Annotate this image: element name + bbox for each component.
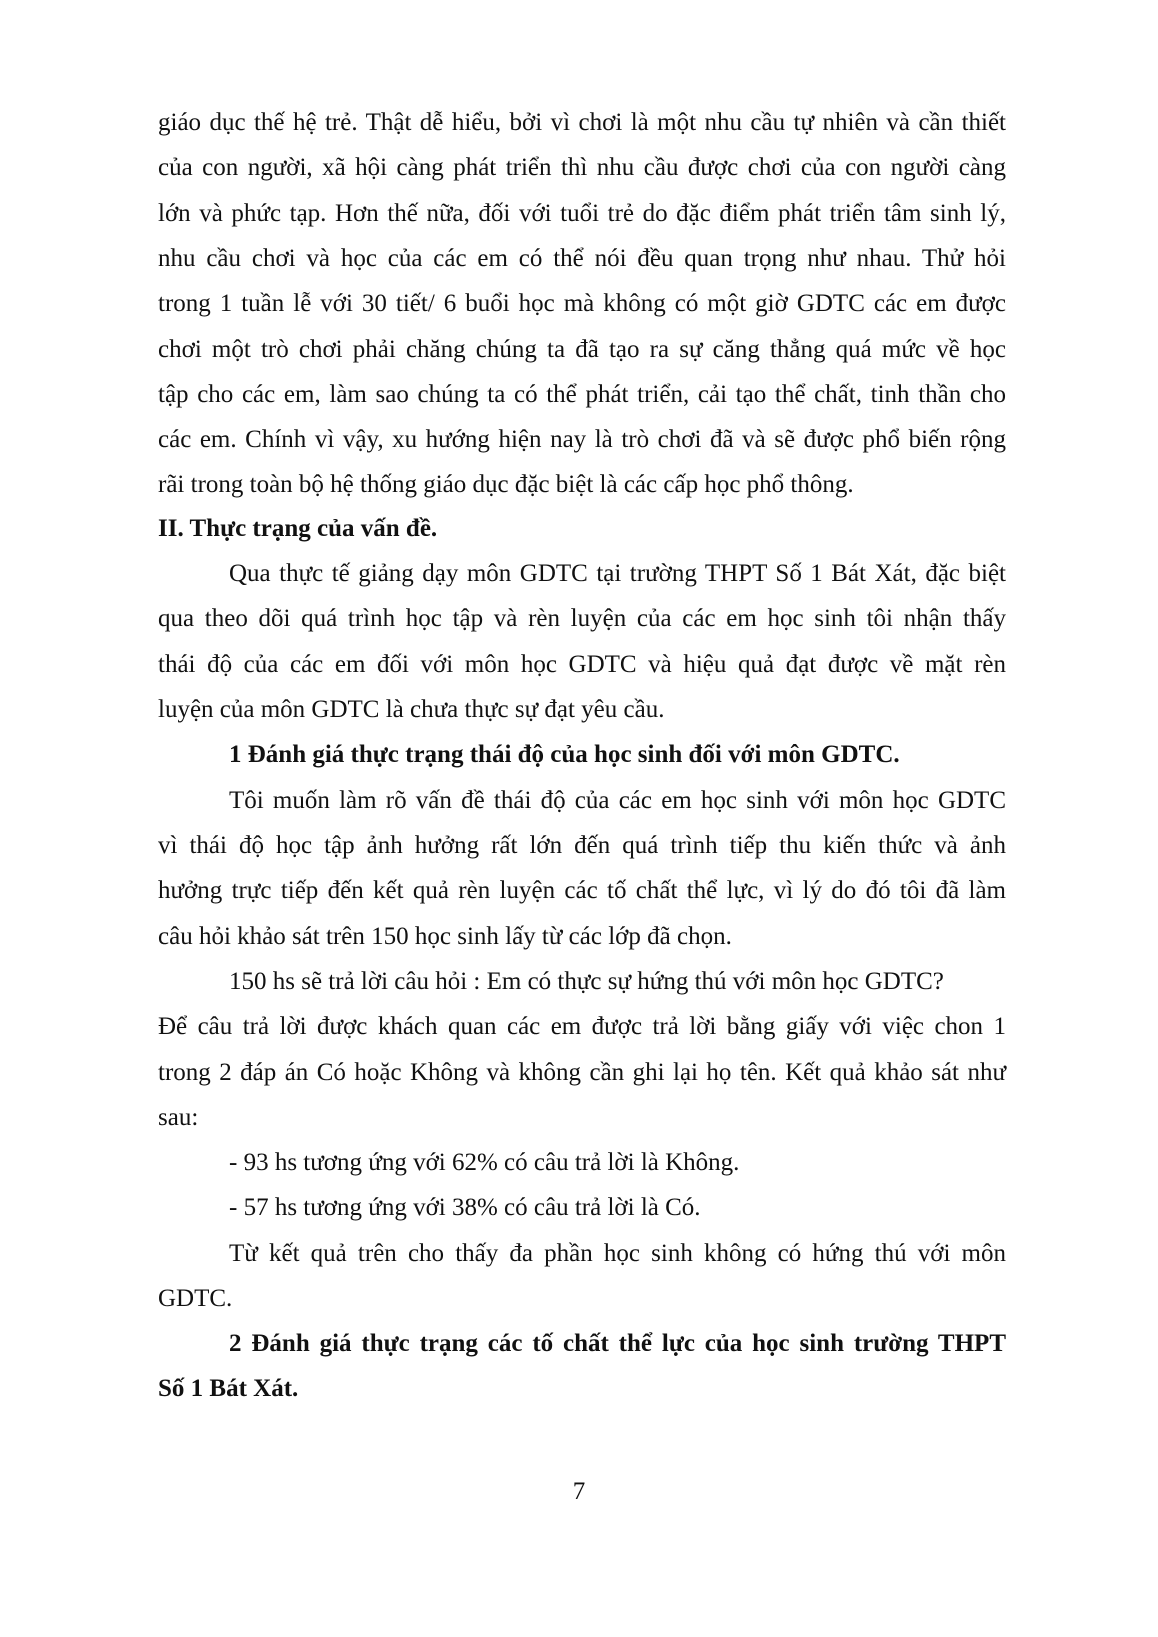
paragraph-3-line: Tôi muốn làm rõ vấn đề thái độ của các em học sinh với môn học GDTC bbox=[229, 787, 1006, 814]
paragraph-5-line: Từ kết quả trên cho thấy đa phần học sinh không có hứng thú với môn bbox=[229, 1240, 1006, 1267]
paragraph-4-line: sau: bbox=[158, 1104, 199, 1131]
subsection-heading-1: 1 Đánh giá thực trạng thái độ của học sinh đối với môn GDTC. bbox=[229, 741, 900, 768]
paragraph-1-line: nhu cầu chơi và học của các em có thể nói đều quan trọng như nhau. Thử hỏi bbox=[158, 245, 1006, 272]
paragraph-2-line: qua theo dõi quá trình học tập và rèn luyện của các em học sinh tôi nhận thấy bbox=[158, 605, 1006, 632]
survey-result-item: - 93 hs tương ứng với 62% có câu trả lời là Không. bbox=[229, 1149, 740, 1176]
paragraph-2-line: luyện của môn GDTC là chưa thực sự đạt yêu cầu. bbox=[158, 696, 665, 723]
paragraph-1-line: chơi một trò chơi phải chăng chúng ta đã tạo ra sự căng thẳng quá mức về học bbox=[158, 336, 1006, 363]
paragraph-1-line: lớn và phức tạp. Hơn thế nữa, đối với tuổi trẻ do đặc điểm phát triển tâm sinh lý, bbox=[158, 200, 1006, 227]
survey-result-item: - 57 hs tương ứng với 38% có câu trả lời là Có. bbox=[229, 1194, 701, 1221]
paragraph-1-line: rãi trong toàn bộ hệ thống giáo dục đặc biệt là các cấp học phổ thông. bbox=[158, 471, 854, 498]
paragraph-1-line: trong 1 tuần lễ với 30 tiết/ 6 buổi học mà không có một giờ GDTC các em được bbox=[158, 290, 1006, 317]
paragraph-2-line: thái độ của các em đối với môn học GDTC và hiệu quả đạt được về mặt rèn bbox=[158, 651, 1006, 678]
paragraph-1-line: các em. Chính vì vậy, xu hướng hiện nay là trò chơi đã và sẽ được phổ biến rộng bbox=[158, 426, 1006, 453]
paragraph-1-line: tập cho các em, làm sao chúng ta có thể phát triển, cải tạo thể chất, tinh thần cho bbox=[158, 381, 1006, 408]
subsection-heading-2-cont: Số 1 Bát Xát. bbox=[158, 1375, 299, 1402]
subsection-heading-2: 2 Đánh giá thực trạng các tố chất thể lực của học sinh trường THPT bbox=[229, 1330, 1006, 1357]
paragraph-4-line: trong 2 đáp án Có hoặc Không và không cần ghi lại họ tên. Kết quả khảo sát như bbox=[158, 1059, 1006, 1086]
paragraph-3-line: vì thái độ học tập ảnh hưởng rất lớn đến quá trình tiếp thu kiến thức và ảnh bbox=[158, 832, 1006, 859]
paragraph-1-line: của con người, xã hội càng phát triển thì nhu cầu được chơi của con người càng bbox=[158, 154, 1006, 181]
paragraph-3-line: hưởng trực tiếp đến kết quả rèn luyện các tố chất thể lực, vì lý do đó tôi đã làm bbox=[158, 877, 1006, 904]
paragraph-4-line: Để câu trả lời được khách quan các em được trả lời bằng giấy với việc chon 1 bbox=[158, 1013, 1006, 1040]
paragraph-3-line: câu hỏi khảo sát trên 150 học sinh lấy từ các lớp đã chọn. bbox=[158, 923, 732, 950]
paragraph-5-line: GDTC. bbox=[158, 1285, 233, 1312]
paragraph-1-line: giáo dục thế hệ trẻ. Thật dễ hiểu, bởi vì chơi là một nhu cầu tự nhiên và cần thiết bbox=[158, 109, 1006, 136]
survey-question: 150 hs sẽ trả lời câu hỏi : Em có thực sự hứng thú với môn học GDTC? bbox=[229, 968, 944, 995]
page-number: 7 bbox=[572, 1478, 586, 1505]
section-heading: II. Thực trạng của vấn đề. bbox=[158, 515, 438, 542]
paragraph-2-line: Qua thực tế giảng dạy môn GDTC tại trường THPT Số 1 Bát Xát, đặc biệt bbox=[229, 560, 1006, 587]
